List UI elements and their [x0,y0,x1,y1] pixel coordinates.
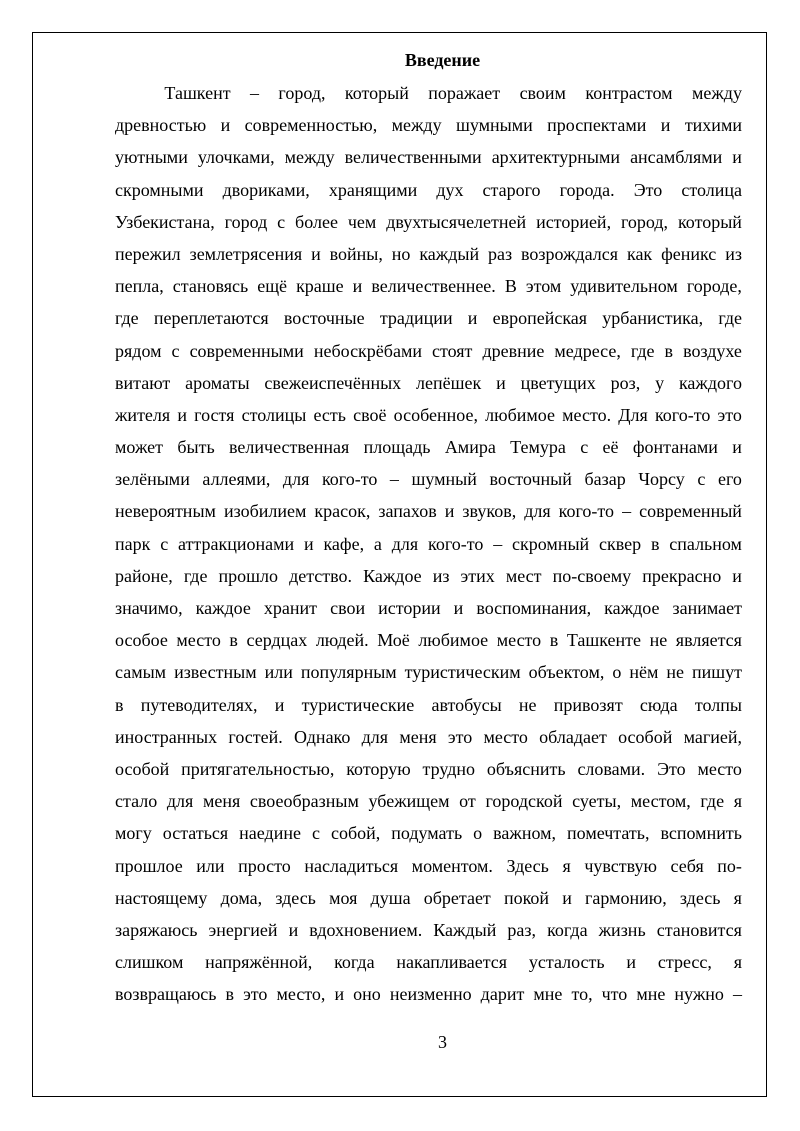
text-line: древностью и современностью, между шумными проспектами и тихими [115,115,742,136]
text-line: могу остаться наедине с собой, подумать о важном, помечтать, вспомнить [115,823,742,844]
text-line: особой притягательностью, которую трудно объяснить словами. Это место [115,758,742,779]
text-line: где переплетаются восточные традиции и европейская урбанистика, где [115,308,742,329]
text-line: жителя и гостя столицы есть своё особенное, любимое место. Для кого-то это [115,404,742,425]
text-line: пепла, становясь ещё краше и величественнее. В этом удивительном городе, [115,276,742,297]
text-line: настоящему дома, здесь моя душа обретает покой и гармонию, здесь я [115,887,742,908]
text-line: невероятным изобилием красок, запахов и звуков, для кого-то – современный [115,501,742,522]
text-line: Ташкент – город, который поражает своим контрастом между [164,83,742,103]
text-line: рядом с современными небоскрёбами стоят древние медресе, где в воздухе [115,340,742,361]
text-line: витают ароматы свежеиспечённых лепёшек и цветущих роз, у каждого [115,372,742,393]
text-line: слишком напряжённой, когда накапливается усталость и стресс, я [115,952,742,973]
text-line: особое место в сердцах людей. Моё любимое место в Ташкенте не является [115,630,742,651]
text-line: заряжаюсь энергией и вдохновением. Каждый раз, когда жизнь становится [115,919,742,940]
text-line: районе, где прошло детство. Каждое из этих мест по-своему прекрасно и [115,565,742,586]
text-line: зелёными аллеями, для кого-то – шумный восточный базар Чорсу с его [115,469,742,490]
text-line: Узбекистана, город с более чем двухтысячелетней историей, город, который [115,211,742,232]
text-line: стало для меня своеобразным убежищем от городской суеты, местом, где я [115,791,742,812]
text-line: значимо, каждое хранит свои истории и воспоминания, каждое занимает [115,598,742,618]
body-paragraph [115,77,742,1010]
text-line: самым известным или популярным туристическим объектом, о нём не пишут [115,662,742,683]
text-line: пережил землетрясения и войны, но каждый раз возрождался как феникс из [115,243,742,264]
text-line: скромными двориками, хранящими дух старого города. Это столица [115,179,742,200]
text-line: в путеводителях, и туристические автобусы не привозят сюда толпы [115,694,742,715]
page-number: 3 [438,1032,447,1052]
text-line: может быть величественная площадь Амира Темура с её фонтанами и [115,437,742,458]
text-line: прошлое или просто насладиться моментом. Здесь я чувствую себя по- [115,855,742,876]
section-title: Введение [404,50,481,70]
text-line: уютными улочками, между величественными архитектурными ансамблями и [115,147,742,168]
text-line: иностранных гостей. Однако для меня это место обладает особой магией, [115,726,742,747]
text-line: парк с аттракционами и кафе, а для кого-то – скромный сквер в спальном [115,533,742,554]
text-line: возвращаюсь в это место, и оно неизменно дарит мне то, что мне нужно – [115,984,742,1005]
